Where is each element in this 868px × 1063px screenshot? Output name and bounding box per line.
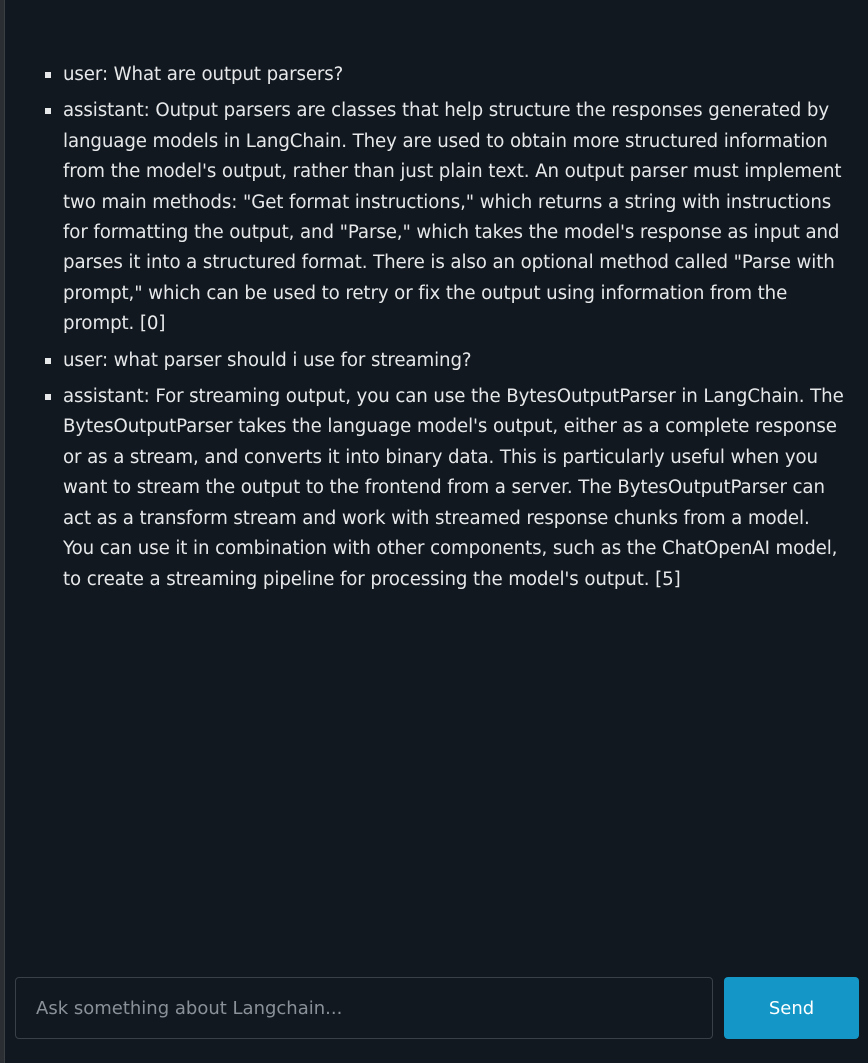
composer xyxy=(15,976,861,1040)
message-text: user: What are output parsers? xyxy=(63,64,344,85)
message-item xyxy=(5,382,845,595)
message-text: assistant: For streaming output, you can use the BytesOutputParser in LangChain. The BytesOutputParser takes the language model's output, either as a complete response or as a stream, and converts it into binary data. This is particularly useful when you want to stream the output to the frontend from a server. The BytesOutputParser can act as a transform stream and work with streamed response chunks from a model. You can use it in combination with other components, such as the ChatOpenAI model, to create a streaming pipeline for processing the model's output. [5] xyxy=(63,386,844,590)
message-item xyxy=(5,60,845,90)
message-list xyxy=(5,60,845,601)
message-text: user: what parser should i use for streaming? xyxy=(63,349,472,371)
message-item xyxy=(5,96,845,339)
send-button[interactable]: Send xyxy=(724,977,859,1039)
message-text: assistant: Output parsers are classes that help structure the responses generated by language models in LangChain. They are used to obtain more structured information from the model's output, rather than just plain text. An output parser must implement two main methods: "Get format instructions," which returns a string with instructions for formatting the output, and "Parse," which takes the model's response as input and parses it into a structured format. There is also an optional method called "Parse with prompt," which can be used to retry or fix the output using information from the prompt. [0] xyxy=(63,100,842,335)
message-item xyxy=(5,346,845,376)
bullet-marker xyxy=(45,394,51,400)
bullet-marker xyxy=(45,72,51,78)
bullet-marker xyxy=(45,358,51,364)
chat-app xyxy=(4,0,868,1063)
question-input[interactable] xyxy=(15,977,713,1039)
bullet-marker xyxy=(45,108,51,114)
